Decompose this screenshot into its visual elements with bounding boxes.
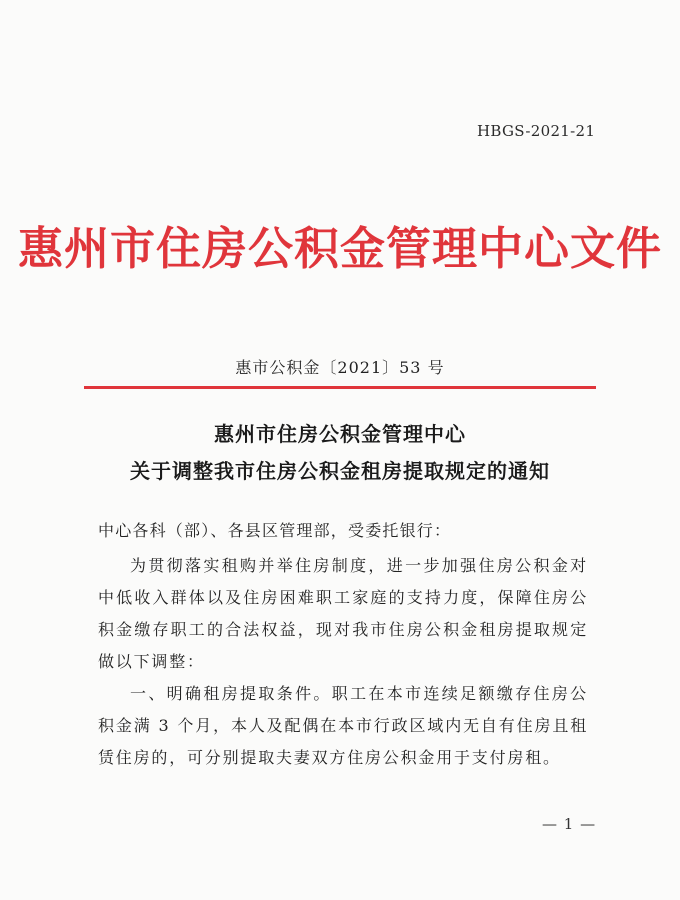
page-number: — 1 — — [542, 815, 597, 833]
addressee: 中心各科（部）、各县区管理部，受委托银行： — [98, 521, 452, 540]
header-red-rule — [84, 386, 596, 389]
notice-title-line-1: 惠州市住房公积金管理中心 — [214, 422, 466, 446]
document-code: HBGS-2021-21 — [477, 122, 596, 140]
body-paragraph: 一、明确租房提取条件。职工在本市连续足额缴存住房公积金满 3 个月，本人及配偶在本市行政区域内无自有住房且租赁住房的，可分别提取夫妻双方住房公积金用于支付房租。 — [98, 684, 588, 767]
document-number: 惠市公积金〔2021〕53 号 — [235, 358, 445, 377]
document-header-title: 惠州市住房公积金管理中心文件 — [17, 222, 662, 275]
body-paragraph: 为贯彻落实租购并举住房制度，进一步加强住房公积金对中低收入群体以及住房困难职工家庭的支持力度，保障住房公积金缴存职工的合法权益，现对我市住房公积金租房提取规定做以下调整： — [98, 556, 588, 671]
notice-title-line-2: 关于调整我市住房公积金租房提取规定的通知 — [130, 459, 550, 483]
